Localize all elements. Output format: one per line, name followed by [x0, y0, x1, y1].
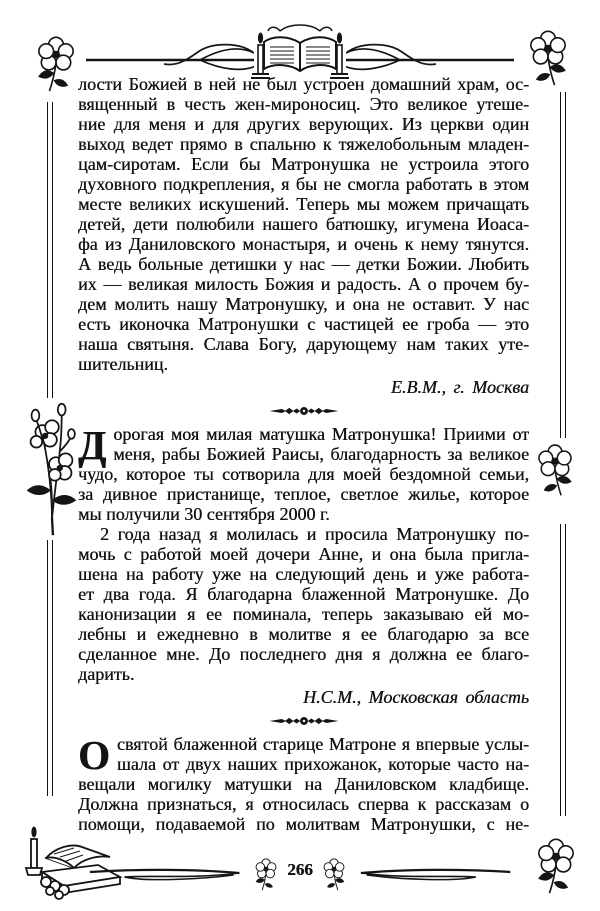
text-line: за дивное пристанище, теплое, светлое жилье, которое	[78, 484, 529, 504]
dropcap-letter: Д	[78, 422, 107, 468]
text-line: мы получили 30 сентября 2000 г.	[78, 504, 330, 524]
footer-rule-left	[88, 866, 241, 884]
text-line: орогая моя милая матушка Матронушка! Приими от	[113, 424, 529, 444]
text-line: детей, дети полюбили нашего батюшку, игумена Иоаса-	[78, 214, 529, 234]
letter-body	[78, 734, 529, 834]
text-line: святой блаженной старице Матроне я впервые услы-	[116, 734, 529, 754]
left-margin-rule	[47, 102, 53, 398]
text-line: выход ведет прямо в спальню к тяжелобольным младен-	[78, 134, 529, 154]
text-line: дарить.	[78, 664, 135, 684]
page-number: 266	[287, 860, 313, 879]
letter-signature: Н.С.М., Московская область	[303, 687, 529, 707]
text-line: вященный в честь жен-мироносиц. Это великое утеше-	[78, 94, 529, 114]
text-line: 2 года назад я молилась и просила Матронушку по-	[100, 524, 529, 544]
text-line: помощи, подаваемой по молитвам Матронушки, с не-	[78, 814, 529, 834]
text-line: канонизации я ее поминала, теперь заказываю ей мо-	[78, 604, 529, 624]
text-line: дем молить нашу Матронушку, и она не оставит. У нас	[78, 294, 529, 314]
top-right-flower-icon	[522, 28, 574, 90]
text-line: лебны и ежедневно в молитве я ее благодарю за все	[78, 624, 529, 644]
text-line: наша святыня. Слава Богу, дарующему нам таких уте-	[78, 334, 529, 354]
text-line: меня, рабы Божией Раисы, благодарность за великое	[113, 444, 529, 464]
text-line: их — великая милость Божия и радость. А о прочем бу-	[78, 274, 529, 294]
letter-body	[78, 74, 529, 374]
text-line: мочь с работой моей дочери Анне, и она была пригла-	[78, 544, 529, 564]
text-line: цам-сиротам. Если бы Матронушка не устроила этого	[78, 154, 529, 174]
footer-flower-left-icon	[251, 857, 281, 893]
text-line: ние для меня и для других верующих. Из церкви один	[78, 114, 529, 134]
separator-medallion-icon	[267, 403, 341, 419]
letter-section-1	[78, 74, 529, 397]
page-footer	[88, 852, 512, 898]
letter-paragraph	[78, 524, 529, 684]
text-line: ет два года. Я благодарна блаженной Матронушке. До	[78, 584, 529, 604]
separator-medallion-icon	[267, 713, 341, 729]
letter-signature: Е.В.М., г. Москва	[390, 377, 529, 397]
text-line: вещали могилку матушки на Даниловском кладбище.	[78, 774, 529, 794]
dropcap-letter: О	[78, 732, 110, 778]
text-line: А ведь больные детишки у нас — детки Божии. Любить	[78, 254, 529, 274]
section-separator	[78, 397, 529, 424]
text-line: шительниц.	[78, 354, 168, 374]
right-margin-flower-icon	[532, 442, 578, 500]
text-line: есть иконочка Матронушки с частицей ее гроба — это	[78, 314, 529, 334]
footer-rule-right	[359, 866, 512, 884]
text-line: месте великих искушений. Теперь мы можем причащать	[78, 194, 529, 214]
text-line: чудо, которое ты сотворила для моей бездомной семьи,	[78, 464, 529, 484]
top-left-flower-icon	[30, 34, 82, 96]
section-separator	[78, 707, 529, 734]
left-margin-rule	[47, 540, 53, 796]
letter-body	[78, 424, 529, 524]
footer-flower-right-icon	[319, 857, 349, 893]
letter-section-3	[78, 734, 529, 834]
text-line: фа из Даниловского монастыря, и очень к нему тянутся.	[78, 234, 529, 254]
text-line: шала от двух наших прихожанок, которые часто на-	[116, 754, 529, 774]
text-line: сделанное мне. До последнего дня я должна ее благо-	[78, 644, 529, 664]
text-line: лости Божией в ней не был устроен домашний храм, ос-	[78, 74, 529, 94]
letter-paragraph	[78, 424, 529, 524]
text-line: шена на работу уже на следующий день и уже работа-	[78, 564, 529, 584]
bottom-right-flower-icon	[530, 836, 582, 898]
right-margin-rule	[560, 524, 566, 816]
letter-section-2	[78, 424, 529, 707]
text-line: духовного подкрепления, я бы не смогла работать в этом	[78, 174, 529, 194]
text-line: Должна признаться, я относилась сперва к рассказам о	[78, 794, 529, 814]
page-text	[78, 74, 529, 834]
left-margin-bouquet-icon	[22, 395, 80, 541]
right-margin-rule	[560, 92, 566, 438]
